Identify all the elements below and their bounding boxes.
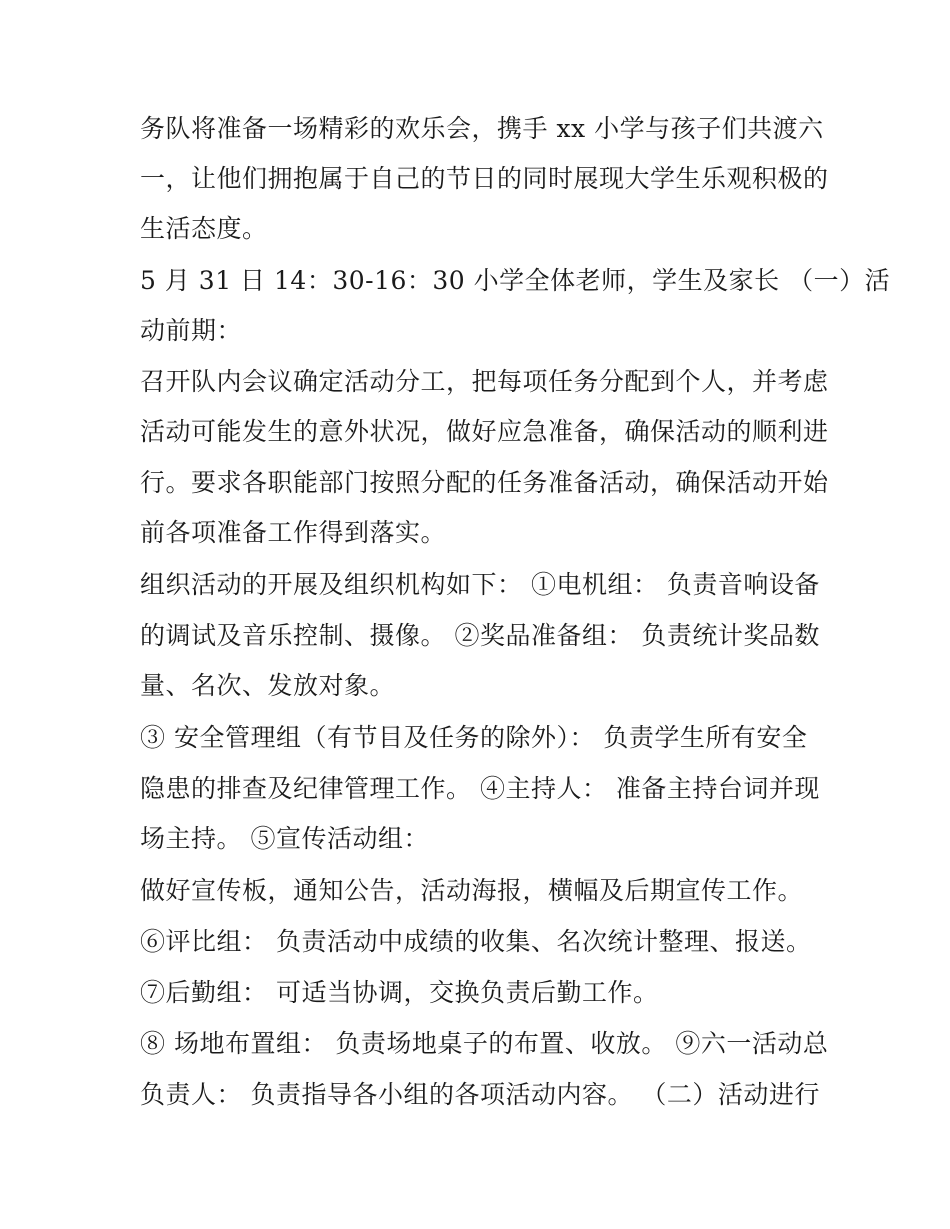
text-line: 隐患的排查及纪律管理工作。 ④主持人： 准备主持台词并现 bbox=[140, 774, 820, 803]
text-line: 量、名次、发放对象。 bbox=[140, 671, 396, 700]
text-line: 组织活动的开展及组织机构如下： ①电机组： 负责音响设备 bbox=[140, 570, 820, 599]
text-line: 做好宣传板，通知公告，活动海报，横幅及后期宣传工作。 bbox=[140, 876, 804, 905]
text-line: 务队将准备一场精彩的欢乐会，携手 xx 小学与孩子们共渡六 bbox=[140, 114, 824, 143]
text-line: 召开队内会议确定活动分工，把每项任务分配到个人，并考虑 bbox=[140, 367, 829, 396]
text-line: 前各项准备工作得到落实。 bbox=[140, 518, 447, 547]
text-line: 的调试及音乐控制、摄像。 ②奖品准备组： 负责统计奖品数 bbox=[140, 621, 820, 650]
text-line: 5 月 31 日 14：30-16：30 小学全体老师，学生及家长 （一）活 bbox=[140, 266, 891, 295]
text-line: ③ 安全管理组（有节目及任务的除外）： 负责学生所有安全 bbox=[140, 723, 808, 752]
text-line: ⑦后勤组： 可适当协调，交换负责后勤工作。 bbox=[140, 978, 659, 1007]
text-line: 动前期： bbox=[140, 316, 243, 345]
text-line: 行。要求各职能部门按照分配的任务准备活动，确保活动开始 bbox=[140, 468, 829, 497]
text-line: 生活态度。 bbox=[140, 214, 268, 243]
text-line: 场主持。 ⑤宣传活动组： bbox=[140, 824, 429, 853]
text-line: 负责人： 负责指导各小组的各项活动内容。 （二）活动进行 bbox=[140, 1080, 820, 1109]
text-line: 活动可能发生的意外状况，做好应急准备，确保活动的顺利进 bbox=[140, 417, 829, 446]
text-line: ⑧ 场地布置组： 负责场地桌子的布置、收放。 ⑨六一活动总 bbox=[140, 1029, 829, 1058]
text-line: ⑥评比组： 负责活动中成绩的收集、名次统计整理、报送。 bbox=[140, 927, 812, 956]
text-line: 一，让他们拥抱属于自己的节日的同时展现大学生乐观积极的 bbox=[140, 164, 829, 193]
